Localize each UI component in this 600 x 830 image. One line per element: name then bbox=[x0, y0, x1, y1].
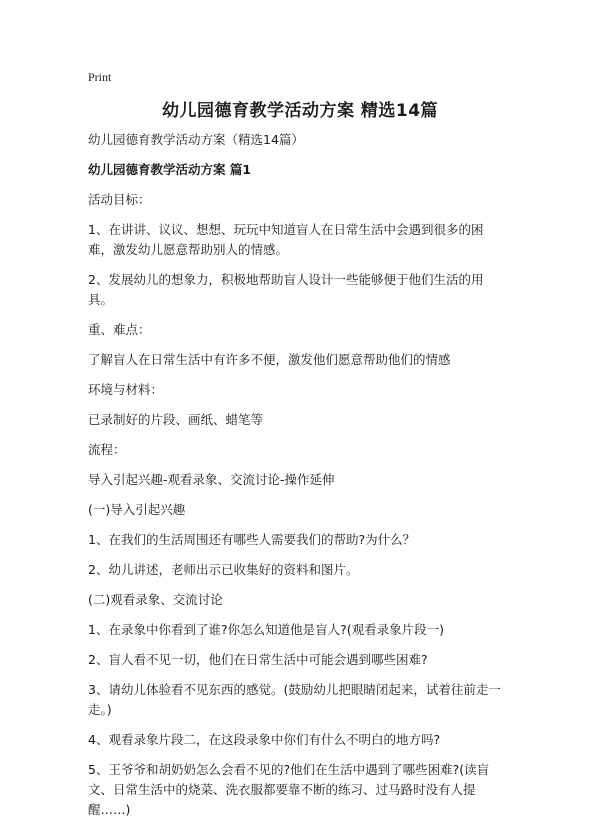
paragraph-materials-label: 环境与材料： bbox=[88, 382, 164, 397]
paragraph-key-points: 了解盲人在日常生活中有许多不便，激发他们愿意帮助他们的情感 bbox=[88, 352, 451, 367]
section-heading: 幼儿园德育教学活动方案 篇1 bbox=[88, 162, 252, 177]
paragraph-part-2-item-4: 4、观看录象片段二，在这段录象中你们有什么不明白的地方吗? bbox=[88, 732, 441, 747]
paragraph-process-label: 流程： bbox=[88, 442, 126, 457]
page-title: 幼儿园德育教学活动方案 精选14篇 bbox=[161, 101, 439, 121]
paragraph-part-2-item-5: 5、王爷爷和胡奶奶怎么会看不见的?他们在生活中遇到了哪些困难?(读盲文、日常生活中的烧菜、洗衣服都要靠不断的练习、过马路时没有人提醒……) bbox=[88, 762, 490, 817]
paragraph-part-1-item-1: 1、在我们的生活周围还有哪些人需要我们的帮助?为什么？ bbox=[88, 532, 416, 547]
paragraph-part-2-heading: (二)观看录象、交流讨论 bbox=[88, 592, 223, 607]
paragraph-materials: 已录制好的片段、画纸、蜡笔等 bbox=[88, 412, 264, 427]
paragraph-objective-2: 2、发展幼儿的想象力，积极地帮助盲人设计一些能够便于他们生活的用具。 bbox=[88, 272, 484, 307]
paragraph-part-1-heading: (一)导入引起兴趣 bbox=[88, 502, 186, 517]
paragraph-part-2-item-2: 2、盲人看不见一切，他们在日常生活中可能会遇到哪些困难? bbox=[88, 652, 428, 667]
document-body bbox=[88, 130, 508, 830]
paragraph-part-1-item-2: 2、幼儿讲述，老师出示已收集好的资料和图片。 bbox=[88, 562, 359, 577]
paragraph-objective-1: 1、在讲讲、议议、想想、玩玩中知道盲人在日常生活中会遇到很多的困难，激发幼儿愿意帮助别人的情感。 bbox=[88, 222, 484, 257]
paragraph-part-2-item-1: 1、在录象中你看到了谁?你怎么知道他是盲人?(观看录象片段一) bbox=[88, 622, 444, 637]
paragraph-objectives-label: 活动目标： bbox=[88, 192, 151, 207]
print-link[interactable]: Print bbox=[88, 70, 112, 84]
paragraph-key-points-label: 重、难点： bbox=[88, 322, 151, 337]
paragraph-part-2-item-3: 3、请幼儿体验看不见东西的感觉。(鼓励幼儿把眼睛闭起来，试着往前走一走。) bbox=[88, 682, 501, 717]
paragraph-process-steps: 导入引起兴趣-观看录象、交流讨论-操作延伸 bbox=[88, 472, 335, 487]
document-subtitle: 幼儿园德育教学活动方案（精选14篇） bbox=[88, 132, 304, 147]
